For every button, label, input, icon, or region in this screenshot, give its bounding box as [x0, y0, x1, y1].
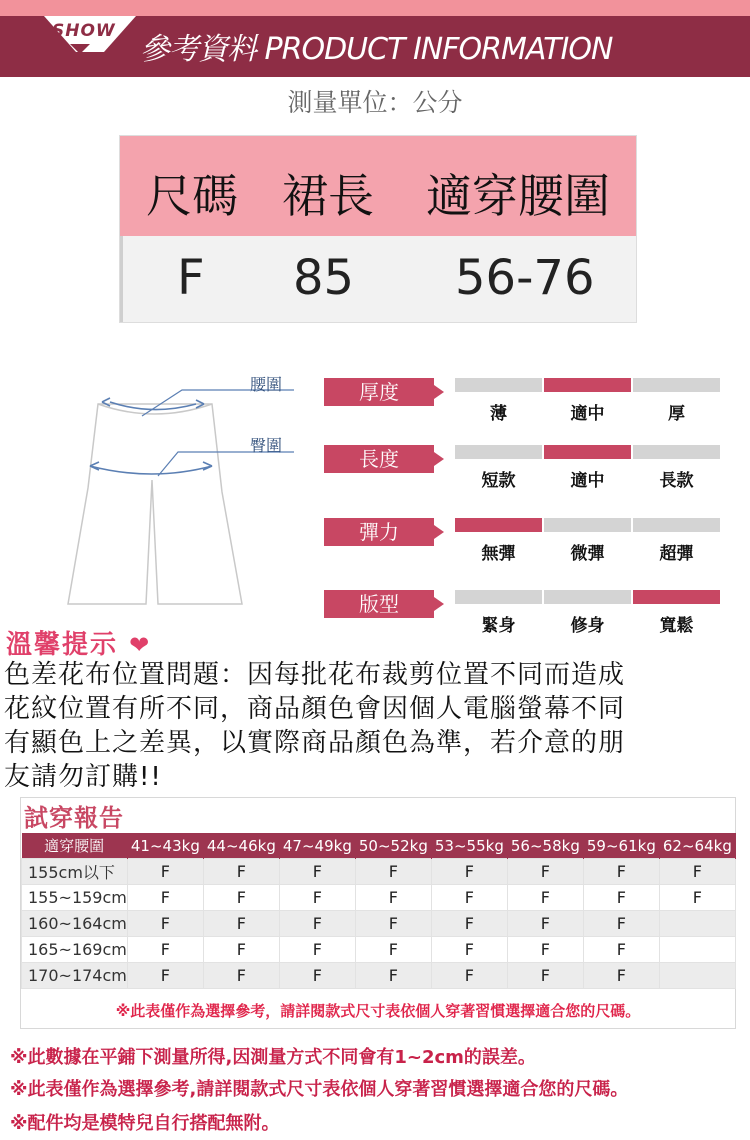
banner-title: 參考資料 PRODUCT INFORMATION: [140, 32, 613, 67]
fit-size-cell: F: [431, 937, 507, 963]
waist-value: 56-76: [455, 250, 595, 306]
fit-size-cell: F: [127, 963, 203, 989]
attribute-tag: 長度: [324, 445, 434, 473]
fit-size-cell: F: [507, 859, 583, 885]
fit-size-cell: F: [507, 885, 583, 911]
scale-option-label: 長款: [659, 471, 694, 491]
table-row: [22, 911, 736, 937]
fit-size-cell: F: [203, 937, 279, 963]
fit-size-cell: F: [583, 963, 659, 989]
scale-option-label: 緊身: [481, 616, 516, 636]
fit-size-cell: F: [279, 937, 355, 963]
fit-report-table: [21, 833, 736, 989]
fit-header-weight: 50~52kg: [355, 833, 431, 859]
attribute-tag: 彈力: [324, 518, 434, 546]
fit-header-weight: 53~55kg: [431, 833, 507, 859]
fit-size-cell: F: [507, 963, 583, 989]
fit-size-cell: F: [431, 911, 507, 937]
table-row: [22, 885, 736, 911]
scale-option-label: 修身: [570, 616, 605, 636]
scale-segment: [633, 445, 720, 459]
fit-size-cell: F: [355, 937, 431, 963]
notice-title: [6, 624, 151, 661]
fit-size-cell: F: [279, 911, 355, 937]
fit-size-cell: [659, 911, 735, 937]
unit-note: 測量單位：公分: [287, 88, 463, 117]
scale-option-label: 微彈: [570, 544, 605, 564]
fit-size-cell: F: [127, 885, 203, 911]
footer-note: ※此數據在平鋪下測量所得,因測量方式不同會有1~2cm的誤差。: [10, 1047, 536, 1068]
fit-size-cell: [659, 963, 735, 989]
fit-size-cell: F: [659, 885, 735, 911]
scale-segment: [633, 518, 720, 532]
fit-size-cell: F: [355, 911, 431, 937]
fit-size-cell: F: [583, 885, 659, 911]
scale-segment: [455, 518, 542, 532]
fit-size-cell: F: [355, 885, 431, 911]
scale-option-label: 超彈: [659, 544, 694, 564]
size-table-header: [120, 136, 636, 236]
fit-size-cell: F: [355, 859, 431, 885]
fit-size-cell: F: [127, 911, 203, 937]
fit-size-cell: F: [583, 859, 659, 885]
row-height-label: 170~174cm: [22, 963, 128, 989]
fit-header-weight: 62~64kg: [659, 833, 735, 859]
footer-note: ※配件均是模特兒自行搭配無附。: [10, 1113, 280, 1134]
row-height-label: 155cm以下: [22, 859, 128, 885]
scale-segment: [455, 445, 542, 459]
length-value: 85: [293, 250, 355, 306]
fit-size-cell: F: [203, 963, 279, 989]
size-value: F: [177, 250, 205, 306]
scale-option-label: 寬鬆: [659, 616, 694, 636]
scale-option-label: 短款: [481, 471, 516, 491]
fit-size-cell: F: [431, 963, 507, 989]
notice-line: 友請勿訂購!!: [4, 762, 162, 792]
table-row: [22, 937, 736, 963]
fit-size-cell: F: [507, 911, 583, 937]
fit-size-cell: F: [203, 885, 279, 911]
fit-size-cell: F: [583, 937, 659, 963]
fit-size-cell: F: [431, 885, 507, 911]
fit-size-cell: F: [279, 885, 355, 911]
fit-size-cell: F: [507, 937, 583, 963]
top-stripe: [0, 0, 750, 16]
heart-icon: ❤: [129, 631, 152, 659]
scale-segment: [544, 445, 631, 459]
notice-line: 花紋位置有所不同，商品顏色會因個人電腦螢幕不同: [4, 694, 626, 724]
scale-option-label: 無彈: [481, 544, 516, 564]
fit-report-note: ※此表僅作為選擇參考，請詳閱款式尺寸表依個人穿著習慣選擇適合您的尺碼。: [115, 1002, 641, 1020]
scale-option-label: 適中: [570, 471, 605, 491]
fit-header-weight: 47~49kg: [279, 833, 355, 859]
skirt-diagram: [62, 368, 302, 608]
fit-size-cell: F: [355, 963, 431, 989]
fit-size-cell: F: [583, 911, 659, 937]
fit-header-label: 適穿腰圍: [22, 833, 128, 859]
notice-line: 有顯色上之差異，以實際商品顏色為準，若介意的朋: [4, 728, 626, 758]
scale-segment: [633, 378, 720, 392]
scale-segment: [633, 590, 720, 604]
attribute-tag: 厚度: [324, 378, 434, 406]
size-header-length: 裙長: [282, 169, 374, 223]
fit-header-weight: 41~43kg: [127, 833, 203, 859]
fit-size-cell: F: [127, 937, 203, 963]
fit-header-weight: 44~46kg: [203, 833, 279, 859]
scale-segment: [544, 518, 631, 532]
notice-body: [4, 658, 748, 794]
fit-size-cell: F: [127, 859, 203, 885]
scale-option-label: 薄: [490, 404, 507, 424]
scale-segment: [455, 590, 542, 604]
scale-segment: [544, 378, 631, 392]
size-table: [120, 136, 636, 322]
row-height-label: 160~164cm: [22, 911, 128, 937]
scale-option-label: 厚: [668, 404, 685, 424]
fit-size-cell: F: [279, 859, 355, 885]
size-header-size: 尺碼: [146, 169, 238, 223]
scale-segment: [455, 378, 542, 392]
notice-line: 色差花布位置問題：因每批花布裁剪位置不同而造成: [4, 660, 626, 690]
table-row: [22, 963, 736, 989]
size-header-waist: 適穿腰圍: [426, 169, 610, 223]
waist-label: 腰圍: [250, 375, 283, 394]
table-row: [22, 859, 736, 885]
fit-size-cell: F: [279, 963, 355, 989]
attribute-tag: 版型: [324, 590, 434, 618]
fit-header-weight: 59~61kg: [583, 833, 659, 859]
hip-label: 臀圍: [250, 436, 283, 455]
scale-option-label: 適中: [570, 404, 605, 424]
fit-header-weight: 56~58kg: [507, 833, 583, 859]
fit-report-title: 試穿報告: [24, 804, 124, 832]
fit-size-cell: F: [431, 859, 507, 885]
notice-title-text: 溫馨提示: [6, 630, 119, 660]
show-label: SHOW: [52, 21, 116, 41]
fit-size-cell: F: [203, 911, 279, 937]
row-height-label: 165~169cm: [22, 937, 128, 963]
scale-segment: [544, 590, 631, 604]
size-table-row: [120, 236, 636, 322]
row-height-label: 155~159cm: [22, 885, 128, 911]
fit-size-cell: [659, 937, 735, 963]
footer-note: ※此表僅作為選擇參考,請詳閱款式尺寸表依個人穿著習慣選擇適合您的尺碼。: [10, 1079, 629, 1100]
fit-size-cell: F: [659, 859, 735, 885]
fit-size-cell: F: [203, 859, 279, 885]
